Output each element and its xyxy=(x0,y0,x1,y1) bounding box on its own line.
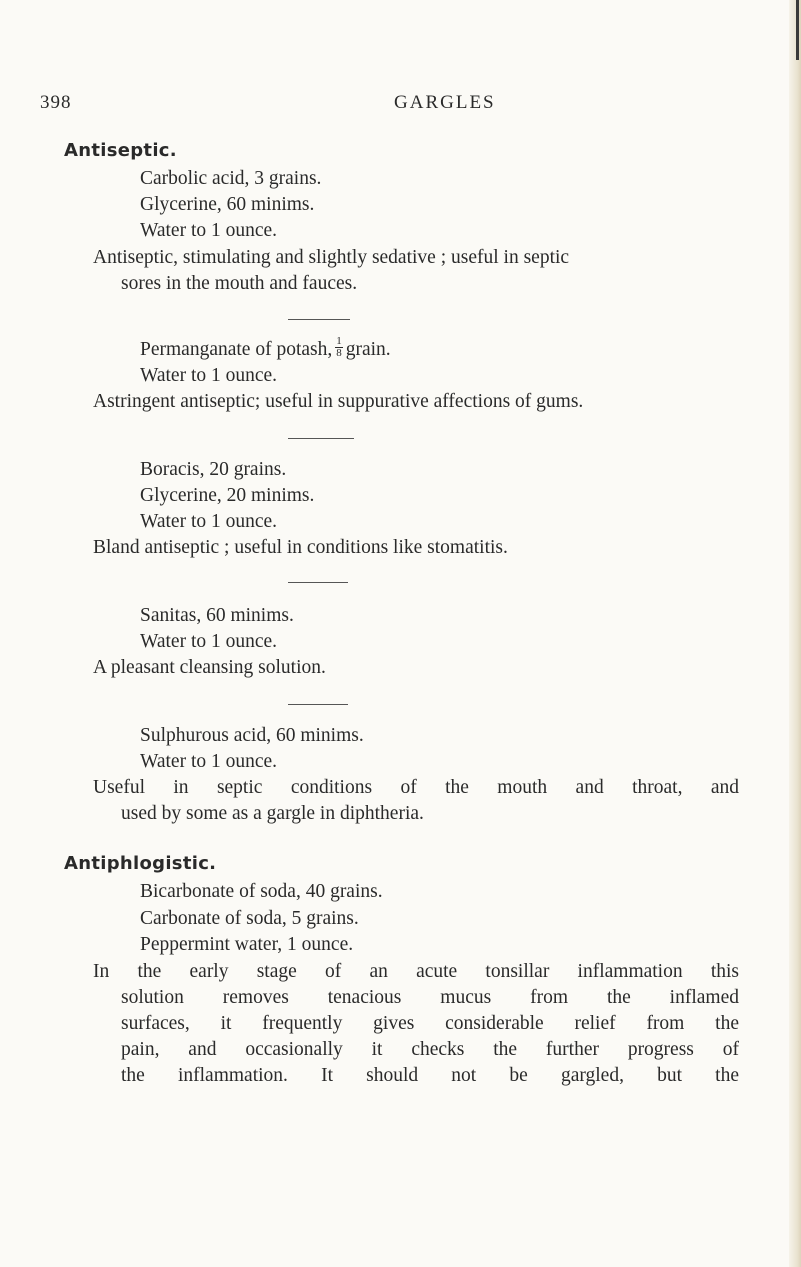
ingredient-line: Carbolic acid, 3 grains. xyxy=(140,168,322,189)
ingredient-text: Permanganate of potash, xyxy=(140,339,333,360)
recipe-note-line: pain, and occasionally it checks the further progress of xyxy=(121,1039,739,1060)
ingredient-line: Water to 1 ounce. xyxy=(140,220,278,241)
ingredient-text: grain. xyxy=(345,339,391,360)
recipe-note-line: A pleasant cleansing solution. xyxy=(93,657,326,678)
fraction-denominator: 8 xyxy=(336,347,342,360)
recipe-note-line: Astringent antiseptic; useful in suppurative affections of gums. xyxy=(93,391,584,412)
ingredient-line: Water to 1 ounce. xyxy=(140,631,278,652)
page-number: 398 xyxy=(40,92,72,113)
ingredient-line: Glycerine, 60 minims. xyxy=(140,194,315,215)
page-edge xyxy=(789,0,801,1267)
section-heading-antiphlogistic: Antiphlogistic. xyxy=(64,853,217,874)
recipe-note-line: sores in the mouth and fauces. xyxy=(121,273,358,294)
running-title: GARGLES xyxy=(394,92,496,113)
separator-rule xyxy=(288,319,350,320)
recipe-note-line: solution removes tenacious mucus from the inflamed xyxy=(121,987,739,1008)
ingredient-line-fraction xyxy=(140,335,391,362)
recipe-note-line: In the early stage of an acute tonsillar inflammation this xyxy=(93,961,739,982)
ingredient-line: Water to 1 ounce. xyxy=(140,365,278,386)
separator-rule xyxy=(288,704,348,705)
fraction xyxy=(335,336,343,359)
ingredient-line: Sulphurous acid, 60 minims. xyxy=(140,725,364,746)
ingredient-line: Water to 1 ounce. xyxy=(140,511,278,532)
ingredient-line: Carbonate of soda, 5 grains. xyxy=(140,908,359,929)
recipe-note-line: Useful in septic conditions of the mouth and throat, and xyxy=(93,777,739,798)
separator-rule xyxy=(288,438,354,439)
recipe-note-line: surfaces, it frequently gives considerable relief from the xyxy=(121,1013,739,1034)
ingredient-line: Glycerine, 20 minims. xyxy=(140,485,315,506)
recipe-note-line: used by some as a gargle in diphtheria. xyxy=(121,803,424,824)
recipe-note-line: Bland antiseptic ; useful in conditions like stomatitis. xyxy=(93,537,508,558)
ingredient-line: Boracis, 20 grains. xyxy=(140,459,287,480)
recipe-note-line: the inflammation. It should not be gargled, but the xyxy=(121,1065,739,1086)
fraction-numerator: 1 xyxy=(336,335,342,348)
section-heading-antiseptic: Antiseptic. xyxy=(64,140,177,161)
separator-rule xyxy=(288,582,348,583)
ingredient-line: Sanitas, 60 minims. xyxy=(140,605,294,626)
ingredient-line: Water to 1 ounce. xyxy=(140,751,278,772)
page-edge-shadow xyxy=(796,0,799,60)
recipe-note-line: Antiseptic, stimulating and slightly sedative ; useful in septic xyxy=(93,247,570,268)
ingredient-line: Bicarbonate of soda, 40 grains. xyxy=(140,881,383,902)
ingredient-line: Peppermint water, 1 ounce. xyxy=(140,934,354,955)
